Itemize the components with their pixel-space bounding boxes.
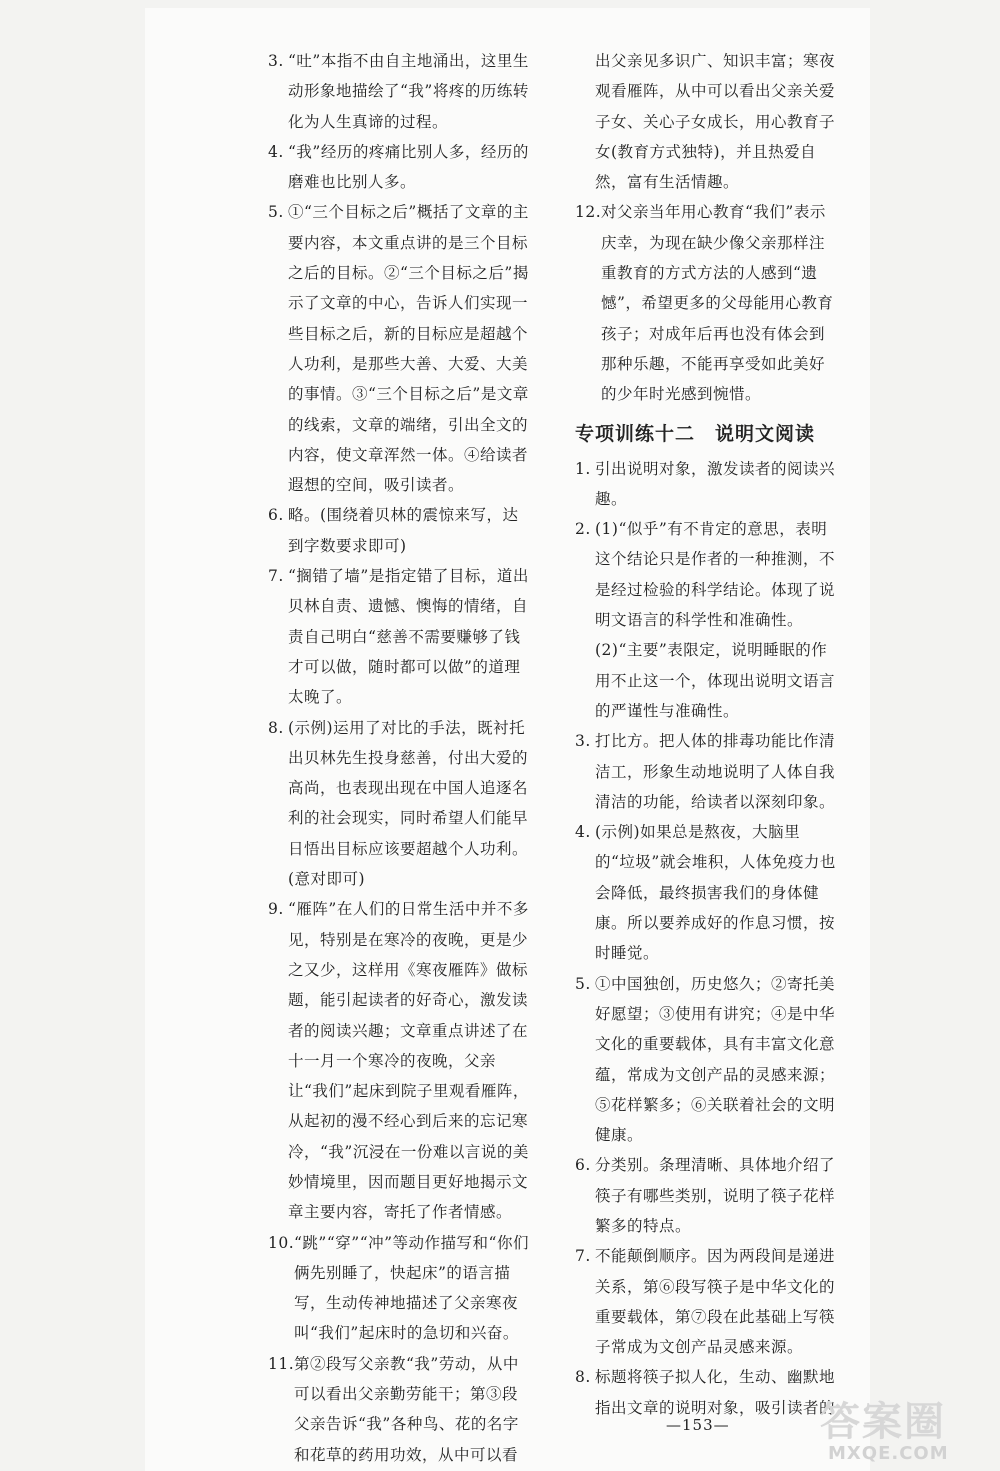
answer-text: (1)“似乎”有不肯定的意思，表明这个结论只是作者的一种推测，不是经过检验的科学结论。体现了说明文语言的科学性和准确性。 — [595, 520, 836, 630]
answer-item — [268, 1349, 530, 1470]
answer-text: 标题将筷子拟人化，生动、幽默地指出文章的说明对象，吸引读者的 — [595, 1368, 836, 1417]
right-column-section-answers — [575, 454, 837, 1424]
answer-number: 3. — [268, 52, 284, 70]
answer-text: “搁错了墙”是指定错了目标，道出贝林自责、遗憾、懊悔的情绪，自责自己明白“慈善不需要赚够了钱才可以做，随时都可以做”的道理太晚了。 — [288, 567, 529, 707]
answer-text: 对父亲当年用心教育“我们”表示庆幸，为现在缺少像父亲那样注重教育的方式方法的人感到“遗憾”，希望更多的父母能用心教育孩子；对成年后再也没有体会到那种乐趣，不能再享受如此美好的少年时光感到惋惜。 — [601, 203, 834, 404]
answer-item — [268, 1228, 530, 1349]
answer-text: 出父亲见多识广、知识丰富；寒夜观看雁阵，从中可以看出父亲关爱子女、关心子女成长，用心教育子女(教育方式独特)，并且热爱自然，富有生活情趣。 — [595, 52, 836, 192]
answer-item — [575, 817, 837, 968]
answer-item — [268, 46, 530, 137]
answer-item — [575, 46, 837, 197]
answer-number: 8. — [268, 718, 284, 737]
right-column — [575, 46, 837, 1423]
answer-text: (示例)运用了对比的手法，既衬托出贝林先生投身慈善，付出大爱的高尚，也表现出现在中国人追逐名利的社会现实，同时希望人们能早日悟出目标应该要超越个人功利。(意对即可) — [288, 718, 529, 889]
answer-number: 5. — [268, 203, 284, 222]
answer-number: 6. — [268, 506, 284, 525]
answer-text: ①“三个目标之后”概括了文章的主要内容，本文重点讲的是三个目标之后的目标。②“三个目标之后”揭示了文章的中心，告诉人们实现一些目标之后，新的目标应是超越个人功利，是那些大善、大爱、大美的事情。③“三个目标之后”是文章的线索，文章的端绪，引出全文的内容，使文章浑然一体。④给读者遐想的空间，吸引读者。 — [288, 203, 529, 495]
answer-item — [575, 514, 837, 635]
answer-text: 打比方。把人体的排毒功能比作清洁工，形象生动地说明了人体自我清洁的功能，给读者以深刻印象。 — [595, 732, 836, 811]
answer-text: 第②段写父亲教“我”劳动，从中可以看出父亲勤劳能干；第③段父亲告诉“我”各种鸟、花的名字和花草的药用功效，从中可以看 — [294, 1354, 519, 1464]
answer-number: 7. — [575, 1247, 591, 1266]
answer-number: 4. — [575, 823, 591, 842]
watermark-logo — [820, 1400, 990, 1466]
answer-text: “我”经历的疼痛比别人多，经历的磨难也比别人多。 — [288, 142, 529, 192]
answer-number: 1. — [575, 459, 591, 478]
answer-number: 3. — [575, 732, 591, 751]
answer-item — [268, 894, 530, 1227]
answer-item — [268, 197, 530, 500]
answer-item — [575, 969, 837, 1151]
watermark-url: MXQE.COM — [828, 1443, 949, 1464]
answer-item — [575, 726, 837, 817]
answer-text: 分类别。条理清晰、具体地介绍了筷子有哪些类别，说明了筷子花样繁多的特点。 — [595, 1156, 836, 1235]
answer-text: (示例)如果总是熬夜，大脑里的“垃圾”就会堆积，人体免疫力也会降低，最终损害我们的身体健康。所以要养成好的作息习惯，按时睡觉。 — [595, 823, 836, 963]
page-number: —153— — [666, 1416, 730, 1434]
answer-number: 10. — [268, 1233, 295, 1252]
answer-item — [268, 561, 530, 712]
answer-number: 9. — [268, 900, 284, 919]
answer-item — [575, 1150, 837, 1241]
answer-item — [268, 500, 530, 561]
answer-item — [575, 635, 837, 726]
answer-item — [575, 197, 837, 409]
answer-text: “雁阵”在人们的日常生活中并不多见，特别是在寒冷的夜晚，更是少之又少，这样用《寒夜雁阵》做标题，能引起读者的好奇心，激发读者的阅读兴趣；文章重点讲述了在十一月一个寒冷的夜晚，父亲让“我们”起床到院子里观看雁阵，从起初的漫不经心到后来的忘记寒冷，“我”沉浸在一份难以言说的美妙情境里，因而题目更好地揭示文章主要内容，寄托了作者情感。 — [288, 900, 529, 1222]
answer-text: “跳”“穿”“冲”等动作描写和“你们俩先别睡了，快起床”的语言描写，生动传神地描述了父亲寒夜叫“我们”起床时的急切和兴奋。 — [294, 1233, 529, 1343]
left-column — [268, 46, 530, 1470]
answer-text: “吐”本指不由自主地涌出，这里生动形象地描绘了“我”将疼的历练转化为人生真谛的过程。 — [288, 52, 529, 131]
answer-number: 5. — [575, 974, 591, 993]
right-column-continued-answers — [575, 46, 837, 410]
answer-number: 4. — [268, 142, 284, 161]
answer-number: 2. — [575, 520, 591, 539]
answer-text: 引出说明对象，激发读者的阅读兴趣。 — [595, 459, 836, 508]
answer-number: 12. — [575, 203, 602, 222]
answer-number: 7. — [268, 567, 284, 586]
answer-text: (2)“主要”表限定，说明睡眠的作用不止这一个，体现出说明文语言的严谨性与准确性。 — [595, 641, 836, 720]
answer-number: 8. — [575, 1368, 591, 1387]
answer-item — [268, 713, 530, 895]
answer-item — [575, 1241, 837, 1362]
answer-item — [575, 454, 837, 515]
section-title: 专项训练十二 说明文阅读 — [575, 422, 816, 445]
answer-text: 略。(围绕着贝林的震惊来写，达到字数要求即可) — [288, 506, 519, 555]
answer-item — [268, 137, 530, 198]
answer-text: 不能颠倒顺序。因为两段间是递进关系，第⑥段写筷子是中华文化的重要载体，第⑦段在此基础上写筷子常成为文创产品灵感来源。 — [595, 1247, 836, 1357]
answer-item — [575, 1362, 837, 1423]
watermark-logo-text: 答案圈 — [820, 1399, 946, 1445]
answer-text: ①中国独创，历史悠久；②寄托美好愿望；③使用有讲究；④是中华文化的重要载体，具有丰富文化意蕴，常成为文创产品的灵感来源；⑤花样繁多；⑥关联着社会的文明健康。 — [595, 974, 836, 1145]
answer-number: 11. — [268, 1354, 295, 1373]
answer-number: 6. — [575, 1156, 591, 1175]
